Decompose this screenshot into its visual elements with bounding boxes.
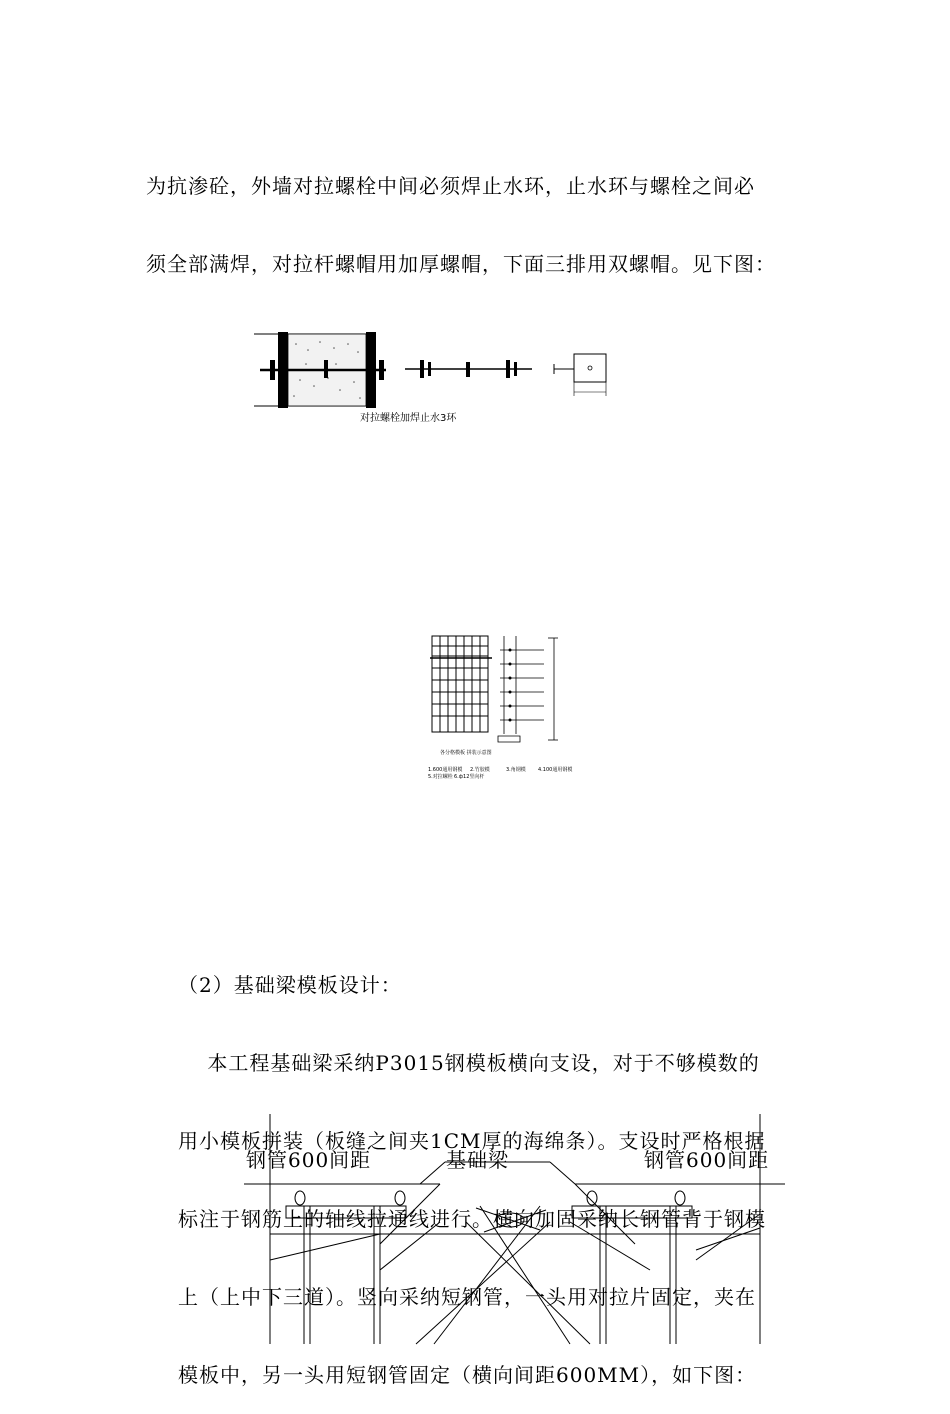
- figure2-caption: 各分格模板 拼装示意图: [440, 750, 492, 756]
- text-line: 标注于钢筋上的轴线拉通线进行。横向加固采纳长钢管背于钢模: [178, 1207, 766, 1231]
- exploded-nut-right: [506, 360, 510, 378]
- water-stop-ring: [324, 360, 328, 378]
- formwork-grid: [430, 636, 492, 732]
- text-line: 须全部满焊，对拉杆螺帽用加厚螺帽，下面三排用双螺帽。见下图：: [146, 252, 776, 276]
- legend-item: 5.对拉螺栓: [428, 774, 453, 780]
- formwork-assembly-figure: [420, 630, 580, 780]
- exploded-washer-left: [428, 362, 431, 376]
- text-line: 上（上中下三道）。竖向采纳短钢管，一头用对拉片固定，夹在: [178, 1285, 756, 1309]
- exploded-water-stop-ring: [466, 362, 470, 377]
- label-center: 基础梁: [446, 1148, 509, 1172]
- legend-item: 2.竹胶模: [470, 767, 490, 773]
- section-bolts: [509, 649, 512, 722]
- right-nut: [379, 360, 384, 380]
- legend-item: 1.600通用钢模: [428, 767, 463, 773]
- left-nut: [270, 360, 275, 380]
- tie-bolt-figure: [240, 320, 640, 430]
- formwork-section: [498, 636, 558, 742]
- paragraph-waterproof-bolts: [146, 121, 776, 303]
- text-line: 为抗渗砼，外墙对拉螺栓中间必须焊止水环，止水环与螺栓之间必: [146, 174, 755, 198]
- detail-plate: [574, 354, 606, 382]
- foundation-beam-figure: [240, 1110, 800, 1344]
- exploded-nut-left: [420, 360, 424, 378]
- legend-item: 4.100通用钢模: [538, 767, 573, 773]
- label-right: 钢管600间距: [644, 1148, 770, 1172]
- section-heading: （2）基础梁模板设计：: [178, 973, 402, 997]
- text-line: 模板中，另一头用短钢管固定（横向间距600MM），如下图：: [178, 1363, 757, 1387]
- figure1-caption: 对拉螺栓加焊止水3环: [360, 413, 457, 424]
- text-line: 本工程基础梁采纳P3015钢模板横向支设，对于不够模数的: [178, 1051, 760, 1075]
- text-line: 用小模板拼装（板缝之间夹1CM厚的海绵条）。支设时严格根据: [178, 1129, 766, 1153]
- label-left: 钢管600间距: [246, 1148, 372, 1172]
- legend-item: 6.ф12竖向杆: [454, 774, 485, 780]
- legend-item: 3.角钢模: [506, 767, 526, 773]
- exploded-washer-right: [514, 362, 517, 376]
